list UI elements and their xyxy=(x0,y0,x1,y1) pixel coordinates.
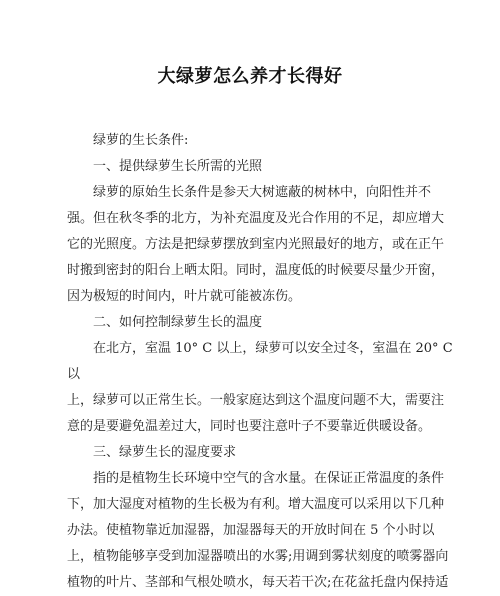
document-title: 大绿萝怎么养才长得好 xyxy=(157,66,343,87)
text-line: 办法。使植物靠近加湿器，加湿器每天的开放时间在 5 个小时以 xyxy=(67,523,435,538)
text-line: 上，植物能够享受到加湿器喷出的水雾;用调到雾状刻度的喷雾器向 xyxy=(67,549,449,564)
text-line: 强。但在秋冬季的北方，为补充温度及光合作用的不足，却应增大 xyxy=(67,211,445,226)
text-line: 植物的叶片、茎部和气根处喷水，每天若干次;在花盆托盘内保持适 xyxy=(67,575,449,590)
text-line: 一、提供绿萝生长所需的光照 xyxy=(93,159,263,174)
text-line: 在北方，室温 10° C 以上，绿萝可以安全过冬，室温在 20° C xyxy=(93,341,453,356)
text-line: 上，绿萝可以正常生长。一般家庭达到这个温度问题不大，需要注 xyxy=(67,393,445,408)
text-line: 意的是要避免温差过大，同时也要注意叶子不要靠近供暖设备。 xyxy=(67,419,432,434)
text-line: 绿萝的生长条件: xyxy=(93,133,189,148)
text-line: 三、绿萝生长的湿度要求 xyxy=(93,445,237,460)
text-line: 它的光照度。方法是把绿萝摆放到室内光照最好的地方，或在正午 xyxy=(67,237,445,252)
text-line: 绿萝的原始生长条件是参天大树遮蔽的树林中，向阳性并不 xyxy=(93,185,432,200)
text-line: 以 xyxy=(67,367,81,382)
text-line: 因为极短的时间内，叶片就可能被冻伤。 xyxy=(67,289,302,304)
text-line: 下，加大湿度对植物的生长极为有利。增大温度可以采用以下几种 xyxy=(67,497,445,512)
text-line: 指的是植物生长环境中空气的含水量。在保证正常温度的条件 xyxy=(93,471,445,486)
document-body xyxy=(67,128,453,596)
text-line: 二、如何控制绿萝生长的温度 xyxy=(93,315,263,330)
text-line: 时搬到密封的阳台上晒太阳。同时，温度低的时候要尽量少开窗， xyxy=(67,263,445,278)
